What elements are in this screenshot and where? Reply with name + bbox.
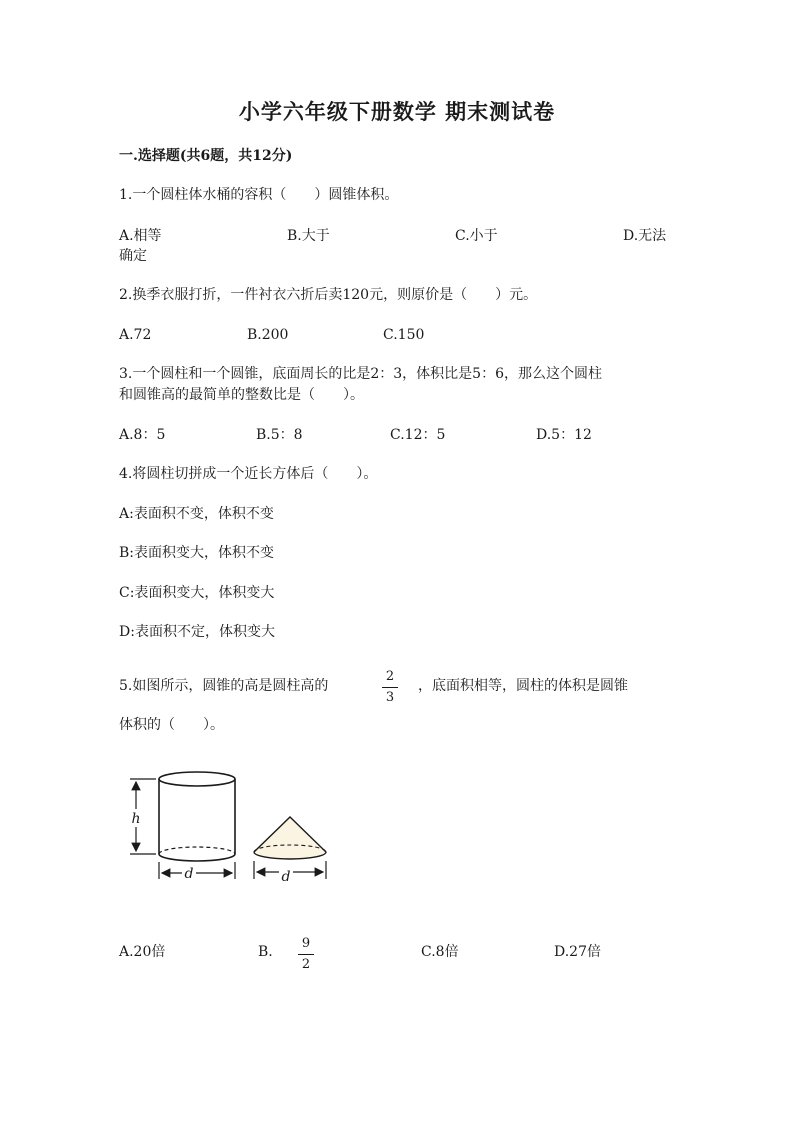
question-1-option-b[interactable]: B.大于 bbox=[287, 228, 330, 244]
question-2-option-b[interactable]: B.200 bbox=[247, 327, 289, 343]
question-1-option-a[interactable]: A.相等 bbox=[119, 228, 162, 244]
fraction-numerator: 9 bbox=[301, 936, 311, 951]
question-4-option-c[interactable]: C:表面积变大，体积变大 bbox=[119, 585, 275, 601]
page-title: 小学六年级下册数学 期末测试卷 bbox=[238, 99, 556, 124]
question-3-option-a[interactable]: A.8：5 bbox=[119, 427, 166, 443]
cylinder-cone-figure bbox=[118, 765, 348, 890]
question-3-option-b[interactable]: B.5：8 bbox=[256, 427, 303, 443]
question-1-option-d-wrap: 确定 bbox=[119, 248, 147, 264]
section-heading: 一.选择题(共6题，共12分) bbox=[119, 148, 293, 164]
question-4-option-d[interactable]: D:表面积不定，体积变大 bbox=[119, 624, 275, 640]
question-3-stem-line-1: 3.一个圆柱和一个圆锥，底面周长的比是2：3，体积比是5：6，那么这个圆柱 bbox=[119, 366, 602, 382]
cone-diameter-label: d bbox=[281, 869, 291, 885]
cylinder-diameter-arrow bbox=[159, 862, 235, 879]
question-4-option-b[interactable]: B:表面积变大，体积不变 bbox=[119, 545, 275, 561]
cone-shape bbox=[254, 817, 326, 859]
question-5-option-b[interactable]: B. bbox=[258, 944, 273, 960]
question-4-stem: 4.将圆柱切拼成一个近长方体后（ ）。 bbox=[119, 466, 378, 482]
question-5-option-a[interactable]: A.20倍 bbox=[119, 944, 166, 960]
question-1-option-d[interactable]: D.无法 bbox=[623, 228, 667, 244]
question-5-option-c[interactable]: C.8倍 bbox=[421, 944, 459, 960]
cylinder-diameter-label: d bbox=[184, 866, 194, 882]
question-3-option-c[interactable]: C.12：5 bbox=[390, 427, 446, 443]
fraction-numerator: 2 bbox=[385, 669, 395, 684]
question-5-stem-before: 5.如图所示，圆锥的高是圆柱高的 bbox=[119, 678, 329, 694]
question-3-stem-line-2: 和圆锥高的最简单的整数比是（ ）。 bbox=[119, 387, 364, 403]
cylinder-shape bbox=[159, 772, 235, 861]
question-3-option-d[interactable]: D.5：12 bbox=[536, 427, 592, 443]
question-5-stem-after: ，底面积相等，圆柱的体积是圆锥 bbox=[418, 678, 628, 694]
question-2-option-a[interactable]: A.72 bbox=[119, 327, 152, 343]
question-4-option-a[interactable]: A:表面积不变，体积不变 bbox=[119, 506, 274, 522]
fraction-bar bbox=[298, 954, 314, 955]
fraction-denominator: 2 bbox=[301, 957, 311, 972]
question-1-stem: 1.一个圆柱体水桶的容积（ ）圆锥体积。 bbox=[119, 187, 399, 203]
question-2-stem: 2.换季衣服打折，一件衬衣六折后卖120元，则原价是（ ）元。 bbox=[119, 287, 538, 303]
question-5-fraction bbox=[382, 670, 398, 705]
fraction-bar bbox=[382, 687, 398, 688]
question-2-option-c[interactable]: C.150 bbox=[383, 327, 425, 343]
question-5-option-d[interactable]: D.27倍 bbox=[554, 944, 601, 960]
height-label: h bbox=[131, 811, 141, 827]
fraction-denominator: 3 bbox=[385, 690, 395, 705]
question-5-option-b-fraction bbox=[298, 937, 314, 972]
question-1-option-c[interactable]: C.小于 bbox=[455, 228, 498, 244]
question-5-stem-line-2: 体积的（ ）。 bbox=[119, 717, 224, 733]
